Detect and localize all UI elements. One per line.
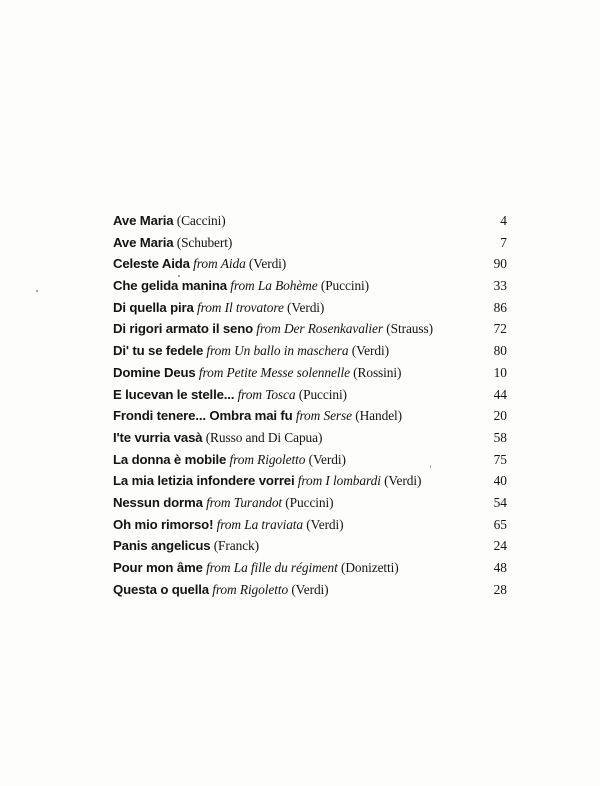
from-word: from [297,473,323,489]
toc-entry-text [113,427,322,449]
page-number: 90 [493,256,507,272]
composer-name: (Puccini) [285,494,334,510]
toc-entry-text [113,275,369,297]
page-number: 24 [493,538,507,554]
opera-title: Il trovatore [224,299,284,315]
composer-name: (Verdi) [291,581,329,597]
toc-entry [113,297,507,319]
composer-name: (Verdi) [351,343,389,359]
toc-entry-text [113,232,232,254]
from-word: from [196,299,222,315]
toc-entry-text [113,384,347,406]
song-title: Nessun dorma [113,494,203,510]
composer-name: (Puccini) [320,278,370,294]
composer-name: (Verdi) [308,451,346,467]
from-word: from [198,364,224,380]
from-word: from [206,343,231,359]
from-word: from [206,494,231,510]
composer-name: (Schubert) [176,234,233,250]
page-number: 28 [493,581,507,597]
page-number: 33 [493,278,507,294]
composer-name: (Puccini) [298,386,347,402]
toc-entry [113,318,507,340]
composer-name: (Donizetti) [340,560,399,575]
toc-entry-text [113,449,346,471]
from-word: from [206,560,231,575]
page-number: 4 [500,213,507,228]
page-number: 75 [493,451,507,467]
song-title: E lucevan le stelle... [113,386,235,402]
page-number: 54 [493,494,507,510]
song-title: Pour mon âme [113,560,203,575]
toc-entry [113,384,507,406]
song-title: Frondi tenere... Ombra mai fu [113,408,293,424]
toc-entry [113,579,507,601]
song-title: Celeste Aida [113,256,190,272]
composer-name: (Rossini) [353,364,402,380]
from-word: from [237,386,262,402]
opera-title: Rigoletto [239,581,289,597]
song-title: Ave Maria [113,234,174,250]
composer-name: (Verdi) [248,256,287,272]
toc-entry-text [113,362,401,384]
composer-name: (Strauss) [386,321,433,337]
opera-title: Un ballo in maschera [234,343,349,359]
toc-entry-text [113,253,286,275]
composer-name: (Russo and Di Capua) [205,429,323,445]
page-number: 65 [493,516,507,532]
page-number: 58 [493,429,507,445]
from-word: from [230,278,255,294]
song-title: Che gelida manina [113,278,227,294]
opera-title: La Bohème [257,278,318,294]
toc-entry [113,253,507,275]
page-number: 7 [500,234,507,250]
from-word: from [193,256,218,272]
toc-entry [113,232,507,254]
song-title: Questa o quella [113,581,209,597]
song-title: La mia letizia infondere vorrei [113,473,295,489]
opera-title: Aida [220,256,246,272]
toc-entry-text [113,405,402,427]
toc-entry-text [113,470,421,492]
composer-name: (Verdi) [384,473,422,489]
from-word: from [229,451,254,467]
page-number: 10 [493,364,507,380]
song-title: Panis angelicus [113,538,211,554]
toc-entry [113,535,507,557]
page-number: 44 [493,386,507,402]
toc-entry-text [113,557,399,579]
toc-entry [113,449,507,471]
table-of-contents [113,210,507,600]
composer-name: (Verdi) [306,516,344,532]
page-number: 80 [493,343,507,359]
composer-name: (Handel) [355,408,403,424]
toc-entry-text [113,535,259,557]
composer-name: (Franck) [213,538,259,554]
from-word: from [216,516,241,532]
toc-entry-text [113,340,389,362]
song-title: Di quella pira [113,299,194,315]
opera-title: Turandot [233,494,283,510]
opera-title: Petite Messe solennelle [226,364,350,380]
toc-entry [113,427,507,449]
opera-title: Der Rosenkavalier [283,321,384,337]
toc-entry [113,340,507,362]
composer-name: (Verdi) [287,299,325,315]
toc-entry-text [113,210,226,232]
opera-title: I lombardi [325,473,381,489]
scan-speck [36,290,38,292]
page-number: 72 [493,321,507,337]
toc-entry [113,210,507,232]
page-number: 48 [493,560,507,575]
song-title: La donna è mobile [113,451,227,467]
toc-entry-text [113,579,329,601]
opera-title: Rigoletto [257,451,306,467]
opera-title: Serse [323,408,352,424]
from-word: from [256,321,281,337]
toc-entry [113,275,507,297]
from-word: from [295,408,321,424]
opera-title: La fille du régiment [233,560,338,575]
toc-entry [113,514,507,536]
opera-title: La traviata [244,516,304,532]
page-number: 20 [493,408,507,424]
opera-title: Tosca [265,386,296,402]
song-title: Domine Deus [113,364,196,380]
from-word: from [212,581,237,597]
song-title: Di' tu se fedele [113,343,204,359]
toc-entry [113,492,507,514]
toc-entry-text [113,318,433,340]
song-title: Di rigori armato il seno [113,321,254,337]
toc-entry [113,405,507,427]
page-number: 86 [493,299,507,315]
toc-entry-text [113,297,324,319]
toc-entry-text [113,492,333,514]
toc-entry [113,557,507,579]
toc-entry [113,470,507,492]
toc-entry-text [113,514,344,536]
toc-entry [113,362,507,384]
composer-name: (Caccini) [176,213,226,228]
song-title: Oh mio rimorso! [113,516,214,532]
song-title: I'te vurria vasà [113,429,203,445]
page-number: 40 [493,473,507,489]
song-title: Ave Maria [113,213,174,228]
